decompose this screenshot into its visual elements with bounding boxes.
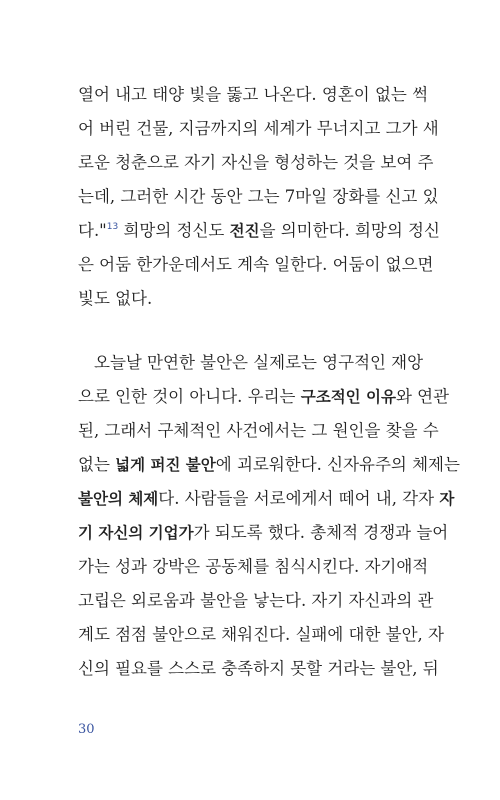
- emphasis-text: 불안의 체제: [78, 490, 159, 508]
- text-line: 는데, 그러한 시간 동안 그는 7마일 장화를 신고 있: [78, 187, 439, 206]
- text-line: 신의 필요를 스스로 충족하지 못할 거라는 불안, 뒤: [78, 659, 439, 678]
- emphasis-text: 넓게 퍼진 불안: [115, 456, 216, 474]
- text-line: 열어 내고 태양 빛을 뚫고 나온다. 영혼이 없는 썩: [78, 85, 429, 104]
- text-line: 불안의 체제다. 사람들을 서로에게서 떼어 내, 각자 자: [78, 489, 455, 508]
- text-line: 기 자신의 기업가가 되도록 했다. 총체적 경쟁과 늘어: [78, 523, 449, 542]
- page-number: 30: [78, 722, 95, 737]
- text-line: 어 버린 건물, 지금까지의 세계가 무너지고 그가 새: [78, 119, 439, 138]
- text-line: 오늘날 만연한 불안은 실제로는 영구적인 재앙: [94, 353, 424, 372]
- footnote-reference[interactable]: 13: [106, 222, 119, 232]
- text-line: 고립은 외로움과 불안을 낳는다. 자기 자신과의 관: [78, 591, 434, 610]
- text-line: 은 어둠 한가운데서도 계속 일한다. 어둠이 없으면: [78, 255, 434, 274]
- text-line: 다."$^{13}$ 희망의 정신도 전진을 의미한다. 희망의 정신: [78, 221, 440, 240]
- emphasis-text: 전진: [229, 222, 260, 240]
- text-line: 으로 인한 것이 아니다. 우리는 구조적인 이유와 연관: [78, 387, 450, 406]
- text-line: 된, 그래서 구체적인 사건에서는 그 원인을 찾을 수: [78, 421, 439, 440]
- emphasis-text: 구조적인 이유: [300, 388, 396, 406]
- paragraph-1: [78, 78, 440, 316]
- text-line: 없는 넓게 퍼진 불안에 괴로워한다. 신자유주의 체제는: [78, 455, 460, 474]
- emphasis-text: 기 자신의 기업가: [78, 524, 194, 542]
- emphasis-text: 자: [439, 490, 455, 508]
- text-line: 계도 점점 불안으로 채워진다. 실패에 대한 불안, 자: [78, 625, 444, 644]
- text-line: 가는 성과 강박은 공동체를 침식시킨다. 자기애적: [78, 557, 429, 576]
- text-line: 로운 청춘으로 자기 자신을 형성하는 것을 보여 주: [78, 153, 434, 172]
- paragraph-2: [78, 346, 460, 686]
- text-line: 빛도 없다.: [78, 289, 153, 308]
